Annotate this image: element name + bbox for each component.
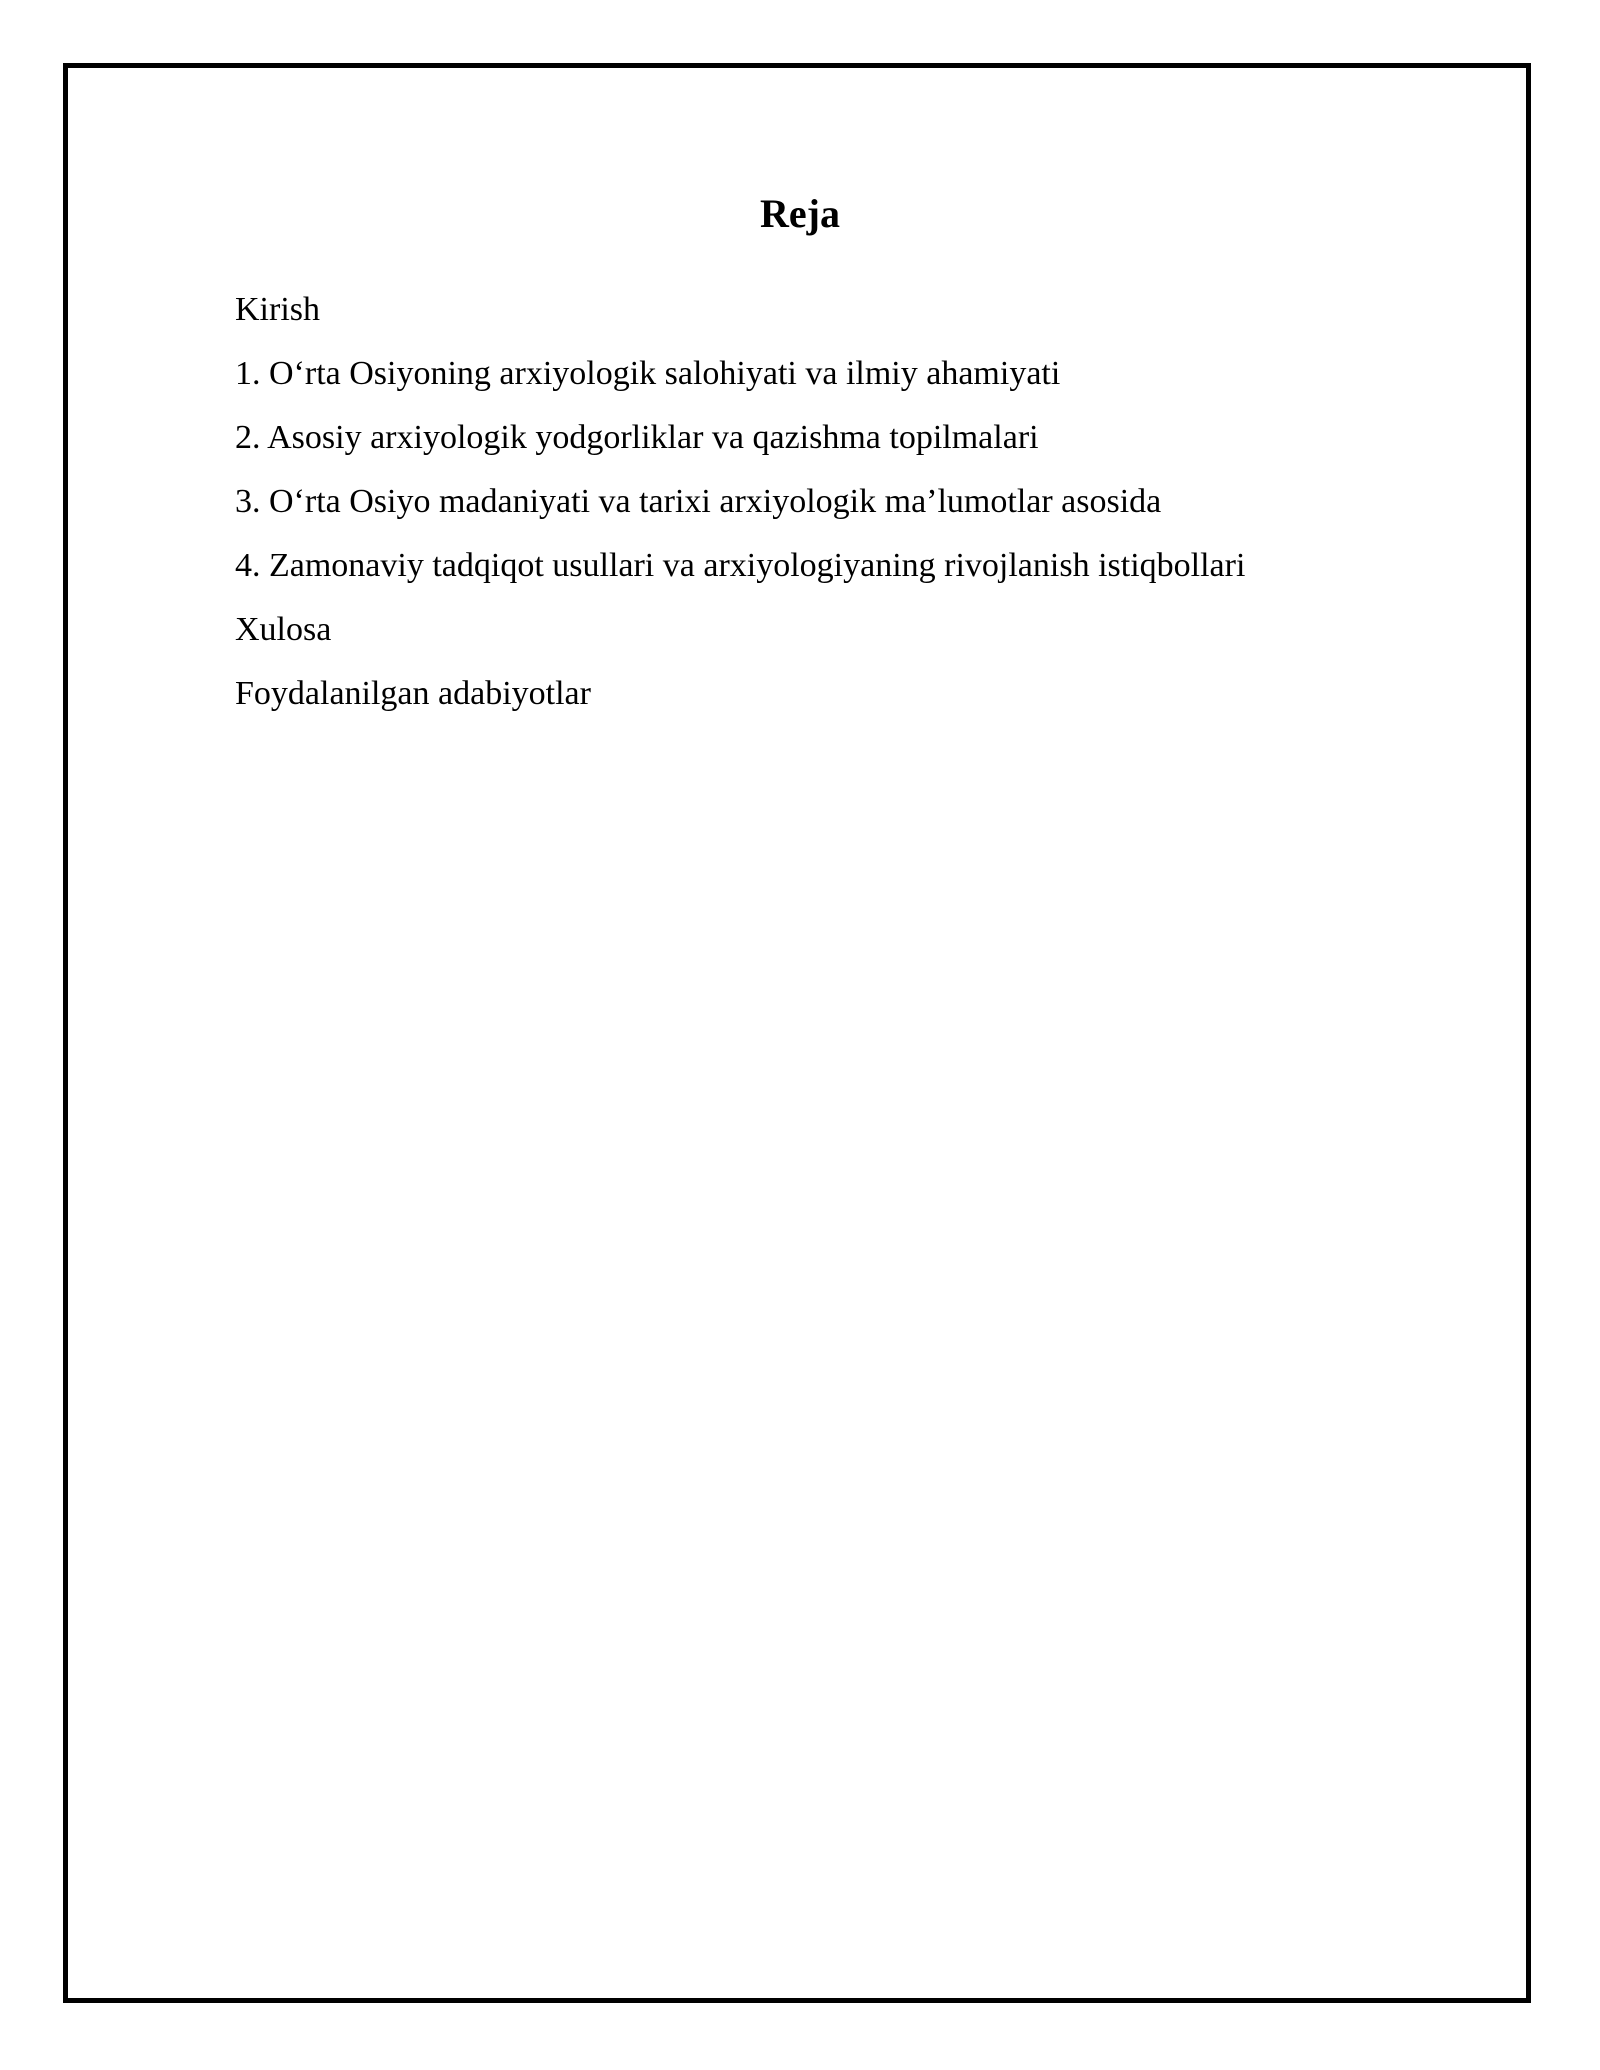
toc-item-section-2: 2. Asosiy arxiyologik yodgorliklar va qazishma topilmalari: [235, 419, 1039, 456]
toc-item-introduction: Kirish: [235, 291, 320, 328]
toc-item-section-1: 1. O‘rta Osiyoning arxiyologik salohiyati va ilmiy ahamiyati: [235, 355, 1061, 392]
toc-item-references: Foydalanilgan adabiyotlar: [235, 675, 591, 712]
page-title: Reja: [760, 191, 840, 236]
table-of-contents: [235, 290, 1245, 738]
toc-item-conclusion: Xulosa: [235, 611, 332, 648]
toc-item-section-3: 3. O‘rta Osiyo madaniyati va tarixi arxiyologik ma’lumotlar asosida: [235, 483, 1162, 520]
toc-item-section-4: 4. Zamonaviy tadqiqot usullari va arxiyologiyaning rivojlanish istiqbollari: [235, 547, 1246, 584]
